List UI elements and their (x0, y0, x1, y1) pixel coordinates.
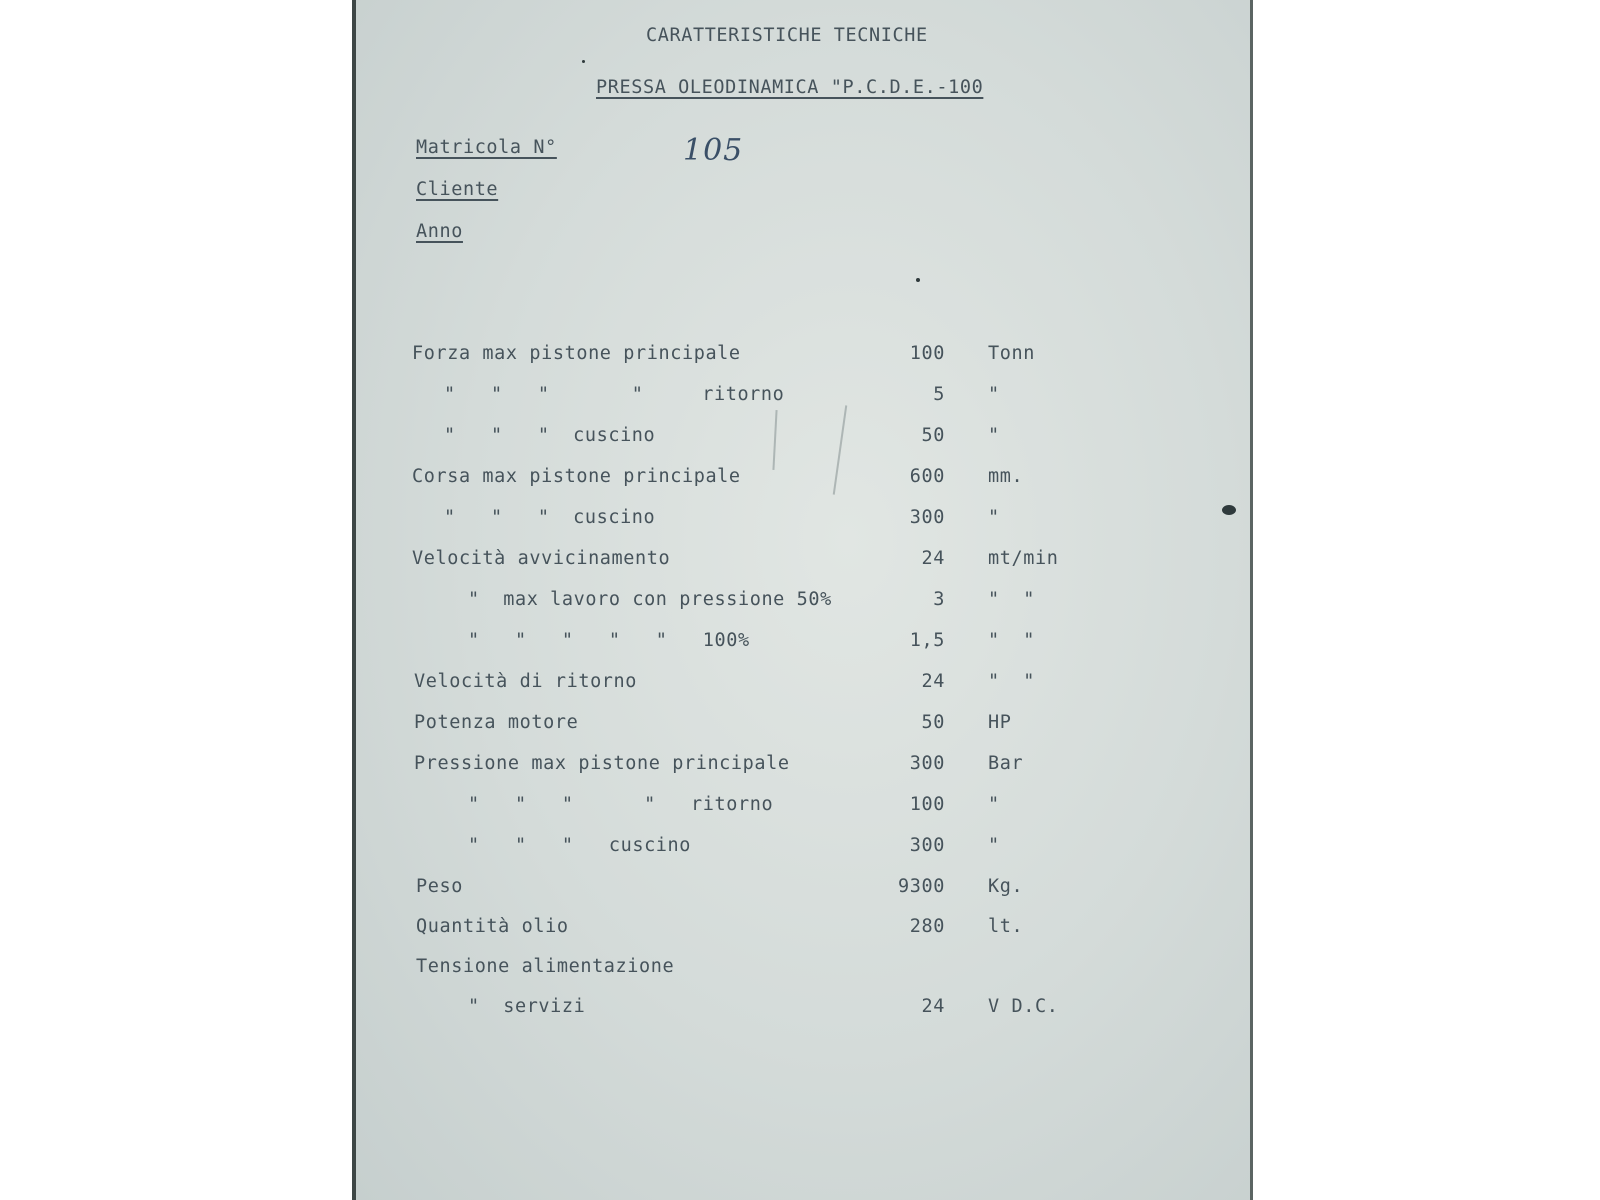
ink-blot (582, 60, 585, 63)
spec-value: 300 (909, 835, 945, 856)
spec-unit: " (988, 794, 1000, 815)
document-subtitle: PRESSA OLEODINAMICA "P.C.D.E.-100 (596, 77, 984, 98)
spec-unit: Bar (988, 753, 1024, 774)
ink-blot (1222, 505, 1236, 515)
spec-value: 50 (921, 425, 945, 446)
anno-label: Anno (416, 221, 463, 242)
spec-unit: Tonn (988, 343, 1035, 364)
spec-value: 100 (909, 794, 945, 815)
spec-value: 1,5 (909, 630, 945, 651)
spec-value: 100 (909, 343, 945, 364)
spec-label: Quantità olio (416, 916, 569, 937)
spec-unit: " (988, 384, 1000, 405)
spec-value: 3 (933, 589, 945, 610)
spec-label: Velocità di ritorno (414, 671, 638, 692)
spec-label: Velocità avvicinamento (412, 548, 671, 569)
spec-value: 300 (909, 507, 945, 528)
spec-value: 9300 (898, 876, 945, 897)
document-title: CARATTERISTICHE TECNICHE (646, 25, 928, 46)
spec-unit: " (988, 507, 1000, 528)
spec-unit: " (988, 425, 1000, 446)
spec-label: Potenza motore (414, 712, 579, 733)
spec-label: " " " " ritorno (468, 794, 774, 815)
spec-unit: mm. (988, 466, 1024, 487)
spec-label: " max lavoro con pressione 50% (468, 589, 832, 610)
spec-label: Tensione alimentazione (416, 956, 675, 977)
pencil-mark (833, 405, 848, 494)
ink-blot (916, 278, 920, 282)
spec-label: Pressione max pistone principale (414, 753, 790, 774)
spec-unit: V D.C. (988, 996, 1059, 1017)
spec-unit: mt/min (988, 548, 1059, 569)
spec-label: " servizi (468, 996, 586, 1017)
spec-label: Forza max pistone principale (412, 343, 741, 364)
spec-unit: " " (988, 630, 1035, 651)
spec-label: Corsa max pistone principale (412, 466, 741, 487)
spec-value: 24 (921, 996, 945, 1017)
cliente-label: Cliente (416, 179, 499, 200)
spec-value: 50 (921, 712, 945, 733)
spec-value: 24 (921, 671, 945, 692)
spec-unit: " (988, 835, 1000, 856)
spec-value: 5 (933, 384, 945, 405)
spec-value: 280 (909, 916, 945, 937)
spec-unit: HP (988, 712, 1012, 733)
spec-value: 24 (921, 548, 945, 569)
spec-unit: " " (988, 589, 1035, 610)
spec-label: Peso (416, 876, 463, 897)
pencil-mark (772, 410, 777, 470)
spec-label: " " " cuscino (444, 425, 656, 446)
spec-unit: " " (988, 671, 1035, 692)
spec-unit: lt. (988, 916, 1024, 937)
spec-label: " " " " " 100% (468, 630, 750, 651)
spec-value: 600 (909, 466, 945, 487)
spec-label: " " " " ritorno (444, 384, 785, 405)
spec-unit: Kg. (988, 876, 1024, 897)
matricola-label: Matricola N° (416, 137, 557, 158)
matricola-value: 105 (683, 133, 744, 168)
spec-label: " " " cuscino (444, 507, 656, 528)
document-page (352, 0, 1253, 1200)
spec-value: 300 (909, 753, 945, 774)
spec-label: " " " cuscino (468, 835, 692, 856)
